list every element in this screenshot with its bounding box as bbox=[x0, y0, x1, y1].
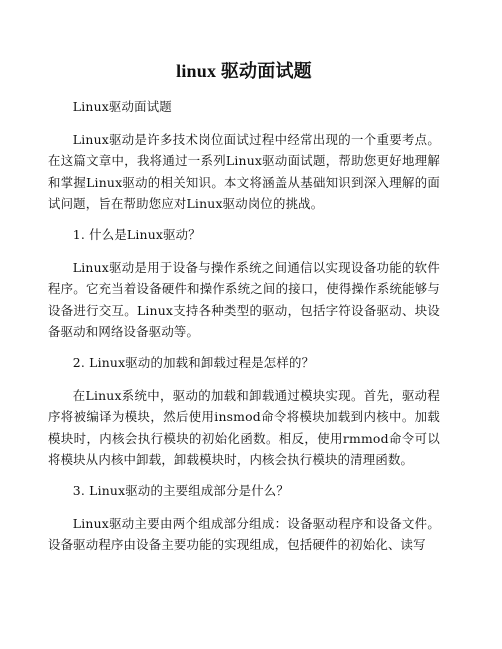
question-heading: 1. 什么是Linux驱动？ bbox=[72, 227, 201, 243]
answer-paragraph: 在Linux系统中，驱动的加载和卸载通过模块实现。首先，驱动程序将被编译为模块，然后使用insmod命令将模块加载到内核中。加载模块时，内核会执行模块的初始化函数。相反，使用rmmod命令可以将模块从内核中卸载，卸载模块时，内核会执行模块的清理函数。 bbox=[48, 388, 440, 467]
paragraph-subtitle: Linux驱动面试题 bbox=[72, 99, 172, 114]
question-heading: 2. Linux驱动的加载和卸载过程是怎样的？ bbox=[72, 355, 315, 371]
paragraph-intro: Linux驱动是许多技术岗位面试过程中经常出现的一个重要考点。在这篇文章中，我将通过一系列Linux驱动面试题，帮助您更好地理解和掌握Linux驱动的相关知识。本文将涵盖从基础知识到深入理解的面试问题，旨在帮助您应对Linux驱动岗位的挑战。 bbox=[48, 132, 440, 211]
document-title: linux 驱动面试题 bbox=[176, 61, 312, 81]
answer-paragraph: Linux驱动是用于设备与操作系统之间通信以实现设备功能的软件程序。它充当着设备硬件和操作系统之间的接口，使得操作系统能够与设备进行交互。Linux支持各种类型的驱动，包括字符设备驱动、块设备驱动和网络设备驱动等。 bbox=[48, 260, 440, 339]
question-heading: 3. Linux驱动的主要组成部分是什么？ bbox=[72, 483, 289, 499]
document-body bbox=[48, 96, 440, 556]
answer-paragraph: Linux驱动主要由两个组成部分组成：设备驱动程序和设备文件。设备驱动程序由设备主要功能的实现组成，包括硬件的初始化、读写 bbox=[48, 516, 440, 553]
